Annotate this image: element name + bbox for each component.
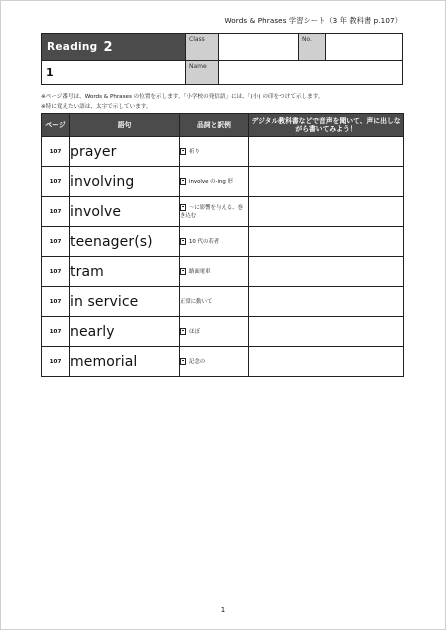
vocab-table: [41, 113, 404, 377]
part-of-speech-icon: [180, 204, 186, 211]
unit-number: 1: [42, 60, 185, 84]
table-row: [42, 227, 404, 257]
row-pos-text: 記念の: [189, 358, 206, 365]
header-block: [41, 33, 403, 85]
class-label: Class: [185, 34, 218, 60]
row-pos: [180, 227, 249, 257]
row-word: memorial: [70, 347, 180, 377]
row-pos: [180, 197, 249, 227]
row-writing-space[interactable]: [249, 347, 404, 377]
row-word: tram: [70, 257, 180, 287]
table-header-row: [42, 114, 404, 137]
part-of-speech-icon: [180, 178, 186, 185]
header-page: ページ: [42, 114, 70, 137]
reading-title: [42, 34, 185, 60]
row-writing-space[interactable]: [249, 137, 404, 167]
table-row: [42, 167, 404, 197]
note-line: ※ページ番号は、Words & Phrases の位置を示します。「小学校の発信語」には、「(小) の印をつけて示します。: [41, 94, 324, 100]
row-writing-space[interactable]: [249, 287, 404, 317]
row-page: 107: [42, 227, 70, 257]
no-label: No.: [298, 34, 325, 60]
table-row: [42, 137, 404, 167]
row-word: nearly: [70, 317, 180, 347]
part-of-speech-icon: [180, 328, 186, 335]
row-pos-text: 正常に動いて: [180, 298, 213, 305]
row-pos-text: 祈り: [189, 148, 200, 155]
row-page: 107: [42, 317, 70, 347]
row-word: in service: [70, 287, 180, 317]
no-field[interactable]: [325, 34, 402, 60]
document-header: Words & Phrases 学習シート（3 年 教科書 p.107）: [224, 16, 402, 25]
row-word: teenager(s): [70, 227, 180, 257]
row-page: 107: [42, 287, 70, 317]
row-pos-text: 路面電車: [189, 268, 211, 275]
name-field[interactable]: [218, 60, 402, 84]
row-pos: [180, 257, 249, 287]
page-number: 1: [220, 606, 226, 614]
row-pos: [180, 347, 249, 377]
row-writing-space[interactable]: [249, 167, 404, 197]
row-word: involving: [70, 167, 180, 197]
row-writing-space[interactable]: [249, 227, 404, 257]
reading-number: 2: [103, 39, 113, 55]
table-row: [42, 257, 404, 287]
row-page: 107: [42, 137, 70, 167]
name-label: Name: [185, 60, 218, 84]
table-row: [42, 197, 404, 227]
part-of-speech-icon: [180, 358, 186, 365]
row-word: prayer: [70, 137, 180, 167]
part-of-speech-icon: [180, 238, 186, 245]
table-row: [42, 287, 404, 317]
row-writing-space[interactable]: [249, 317, 404, 347]
row-writing-space[interactable]: [249, 197, 404, 227]
part-of-speech-icon: [180, 148, 186, 155]
row-pos-text: 10 代の若者: [189, 238, 220, 245]
header-pos: 品詞と訳例: [180, 114, 249, 137]
reading-label: Reading: [47, 41, 98, 53]
table-row: [42, 347, 404, 377]
table-row: [42, 317, 404, 347]
class-field[interactable]: [218, 34, 298, 60]
notes: [41, 93, 411, 112]
row-pos-text: involve の-ing 形: [189, 178, 233, 185]
row-page: 107: [42, 167, 70, 197]
row-pos: [180, 167, 249, 197]
row-word: involve: [70, 197, 180, 227]
row-pos: [180, 317, 249, 347]
row-pos-text: ～に影響を与える、巻き込む: [180, 204, 243, 219]
row-page: 107: [42, 197, 70, 227]
header-word: 語句: [70, 114, 180, 137]
row-pos: [180, 287, 249, 317]
row-writing-space[interactable]: [249, 257, 404, 287]
row-page: 107: [42, 257, 70, 287]
row-pos: [180, 137, 249, 167]
row-page: 107: [42, 347, 70, 377]
row-pos-text: ほぼ: [189, 328, 200, 335]
header-memo: デジタル教科書などで音声を聞いて、声に出しながら書いてみよう！: [249, 114, 404, 137]
part-of-speech-icon: [180, 268, 186, 275]
note-line: ※特に覚えたい語は、太字で示しています。: [41, 103, 152, 110]
